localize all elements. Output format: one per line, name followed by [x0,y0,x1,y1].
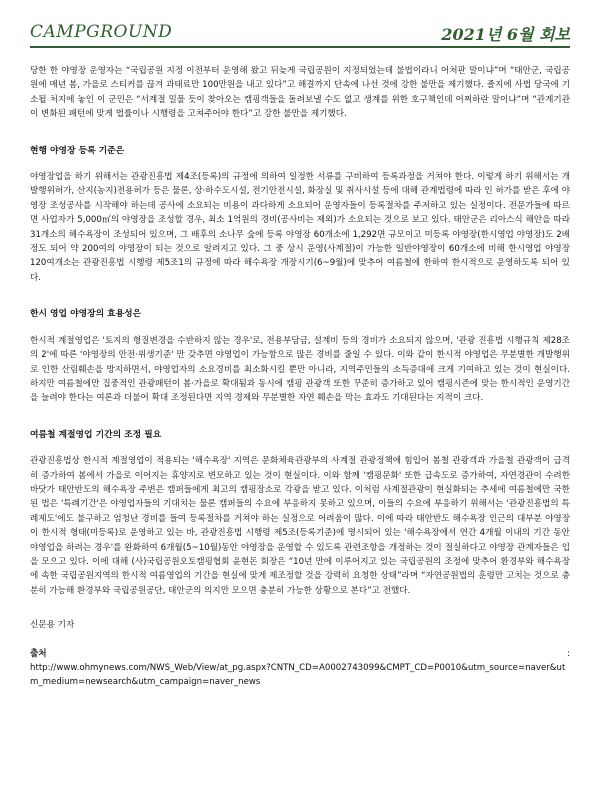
newsletter-brand: CAMPGROUND [30,22,173,42]
section-body-season: 관광진흥법상 한시적 계절영업이 적용되는 '해수욕장' 지역은 문화체육관광부의 사계절 관광정책에 힘입어 봄철 관광객과 가을철 관광객이 급격히 증가하여 봄에서 가을로 이어지는 휴양지로 변모하고 있는 것이 현실이다. 이와 함께 '캠핑문화' 또한 급속도로 증가하여, 자연경관이 수려한 바닷가 태안반도의 해수욕장 주변은 캠퍼들에게 최고의 캠핑장소로 각광을 받고 있다. 이처럼 사계절관광이 현실화되는 추세에 여름철에만 국한된 법은 '특례기간'은 야영업자들의 기대치는 물론 캠퍼들의 수요에 부응하지 못하고 있으며, 이들의 수요에 부응하기 위해서는 '관광진흥법의 특례제도'에도 불구하고 엄청난 경비를 들여 등록절차를 거쳐야 하는 실정으로 어려움이 많다. 이에 따라 태안반도 해수욕장 인근의 대부분 야영장이 한시적 형태(미등록)로 운영하고 있는 바, 관광진흥법 시행령 제5조(등록기준)에 명시되어 있는 '해수욕장에서 연간 4개월 이내의 기간 동안 야영업을 하려는 경우'를 완화하여 6개월(5~10월)동안 야영장을 운영할 수 있도록 관련조항을 개정하는 것이 절실하다고 야영장 관계자들은 입을 모으고 있다. 이에 대해 (사)국립공원오토캠핑협회 윤현돈 회장은 “10년 만에 이루어지고 있는 국립공원의 조정에 맞추어 환경부와 해수욕장에 속한 국립공원지역의 한시적 여름영업의 기간을 현실에 맞게 제조정할 것을 강력히 요청한 상태”라며 “자연공원법의 훈령만 고치는 것으로 충분히 가능해 환경부와 국립공원공단, 태안군의 의지만 모으면 충분히 가능한 상황으로 본다”고 전했다. [30,456,570,596]
page-header [30,20,570,48]
article-body [30,64,570,690]
issue-date: 2021년 6월 회보 [441,25,570,44]
section-body-registration: 야영장업을 하기 위해서는 관광진흥법 제4조(등록)의 규정에 의하여 일정한 서류를 구비하여 등록과정을 거쳐야 한다. 이렇게 하기 위해서는 개발행위허가, 산지(농지)전용허가 등은 물론, 상·하수도시설, 전기안전시설, 화장실 및 취사시설 등에 대해 관계법령에 따라 인 허가를 받은 후에 야영장 조성공사를 시작해야 하는데 공사에 소요되는 비용이 과다하게 소요되어 운영자들이 등록절차를 주저하고 있는 실정이다. 전문가들에 따르면 사업자가 5,000㎡의 야영장을 조성할 경우, 최소 1억원의 경비(공사비는 제외)가 소요되는 것으로 보고 있다. 태안군은 리아스식 해안을 따라 31개소의 해수욕장이 조성되어 있으며, 그 배후의 소나무 숲에 등록 야영장 60개소에 1,292면 규모이고 미등록 야영장(한시영업 야영장)도 2배 정도 되어 약 200여의 야영장이 되는 것으로 알려지고 있다. 그 중 상시 운영(사계절)이 가능한 일반야영장이 60개소에 비해 한시영업 야영장 120여개소는 관광진흥법 시행령 제5조1의 규정에 따라 해수욕장 개장시기(6~9월)에 맞추어 여름철에 한하여 한시적으로 운영하도록 되어 있다. [30,172,570,283]
intro-paragraph: 당한 한 야영장 운영자는 “국립공원 지정 이전부터 운영해 왔고 뒤늦게 국립공원이 지정되었는데 불법이라니 어처판 말이냐”며 “태안군, 국립공원에 매년 봄, 가을로 스티커를 끊겨 과태료만 100만원을 내고 있다”고 해결까지 단속에 나선 것에 강한 불만을 제기했다. 졸지에 사법 당국에 기소될 처지에 놓인 이 군민은 “서계절 밀물 듯이 찾아오는 캠핑객들을 돌려보낼 수도 없고 생계를 위한 호구책인데 어찌하란 말이냐”며 “관계기관이 변화된 패턴에 맞게 법률이나 시행령을 고쳐주어야 한다”고 강한 불만을 제기했다. [30,66,570,120]
source-row [30,647,570,661]
section-body-temporary: 한시적 계절영업은 '토지의 형질변경을 수반하지 않는 경우'로, 전용부담금, 설계비 등의 경비가 소요되지 않으며, '관광 진흥법 시행규칙 제28조의 2'에 따른 '야영장의 안전·위생기준' 만 갖추면 야영업이 가능함으로 많은 경비를 줄일 수 있다. 이와 같이 한시적 야영업은 무분별한 개발행위로 인한 산림훼손을 방지하면서, 야영업자의 소요경비를 최소화시킬 뿐만 아니라, 지역주민들의 소득증대에 크게 기여하고 있는 것이 현실이다. 하지만 여름철에만 집중적인 관광패턴이 봄·가을로 확대됨과 동시에 캠핑 관광객 또한 꾸준히 증가하고 있어 캠핑시즌에 맞는 한시적인 운영기간을 늘려야 한다는 여론과 더불어 확대 조정된다면 지역 경제와 무분별한 자연 훼손을 막는 효과도 기대된다는 지적이 크다. [30,335,570,404]
section-heading-registration: 현행 야영장 등록 기준은 [30,145,125,156]
section-heading-temporary: 한시 영업 야영장의 효용성은 [30,309,142,320]
source-link[interactable]: http://www.ohmynews.com/NWS_Web/View/at_pg.aspx?CNTN_CD=A0002743099&CMPT_CD=P0010&utm_source=naver&utm_medium=newsearch&utm_campaign=naver_news [30,663,566,688]
section-heading-season: 여름철 계절영업 기간의 조정 필요 [30,429,162,440]
reporter-name: 신문용 기자 [30,620,75,631]
source-label: 출처 [30,648,47,659]
source-colon: : [567,648,570,659]
